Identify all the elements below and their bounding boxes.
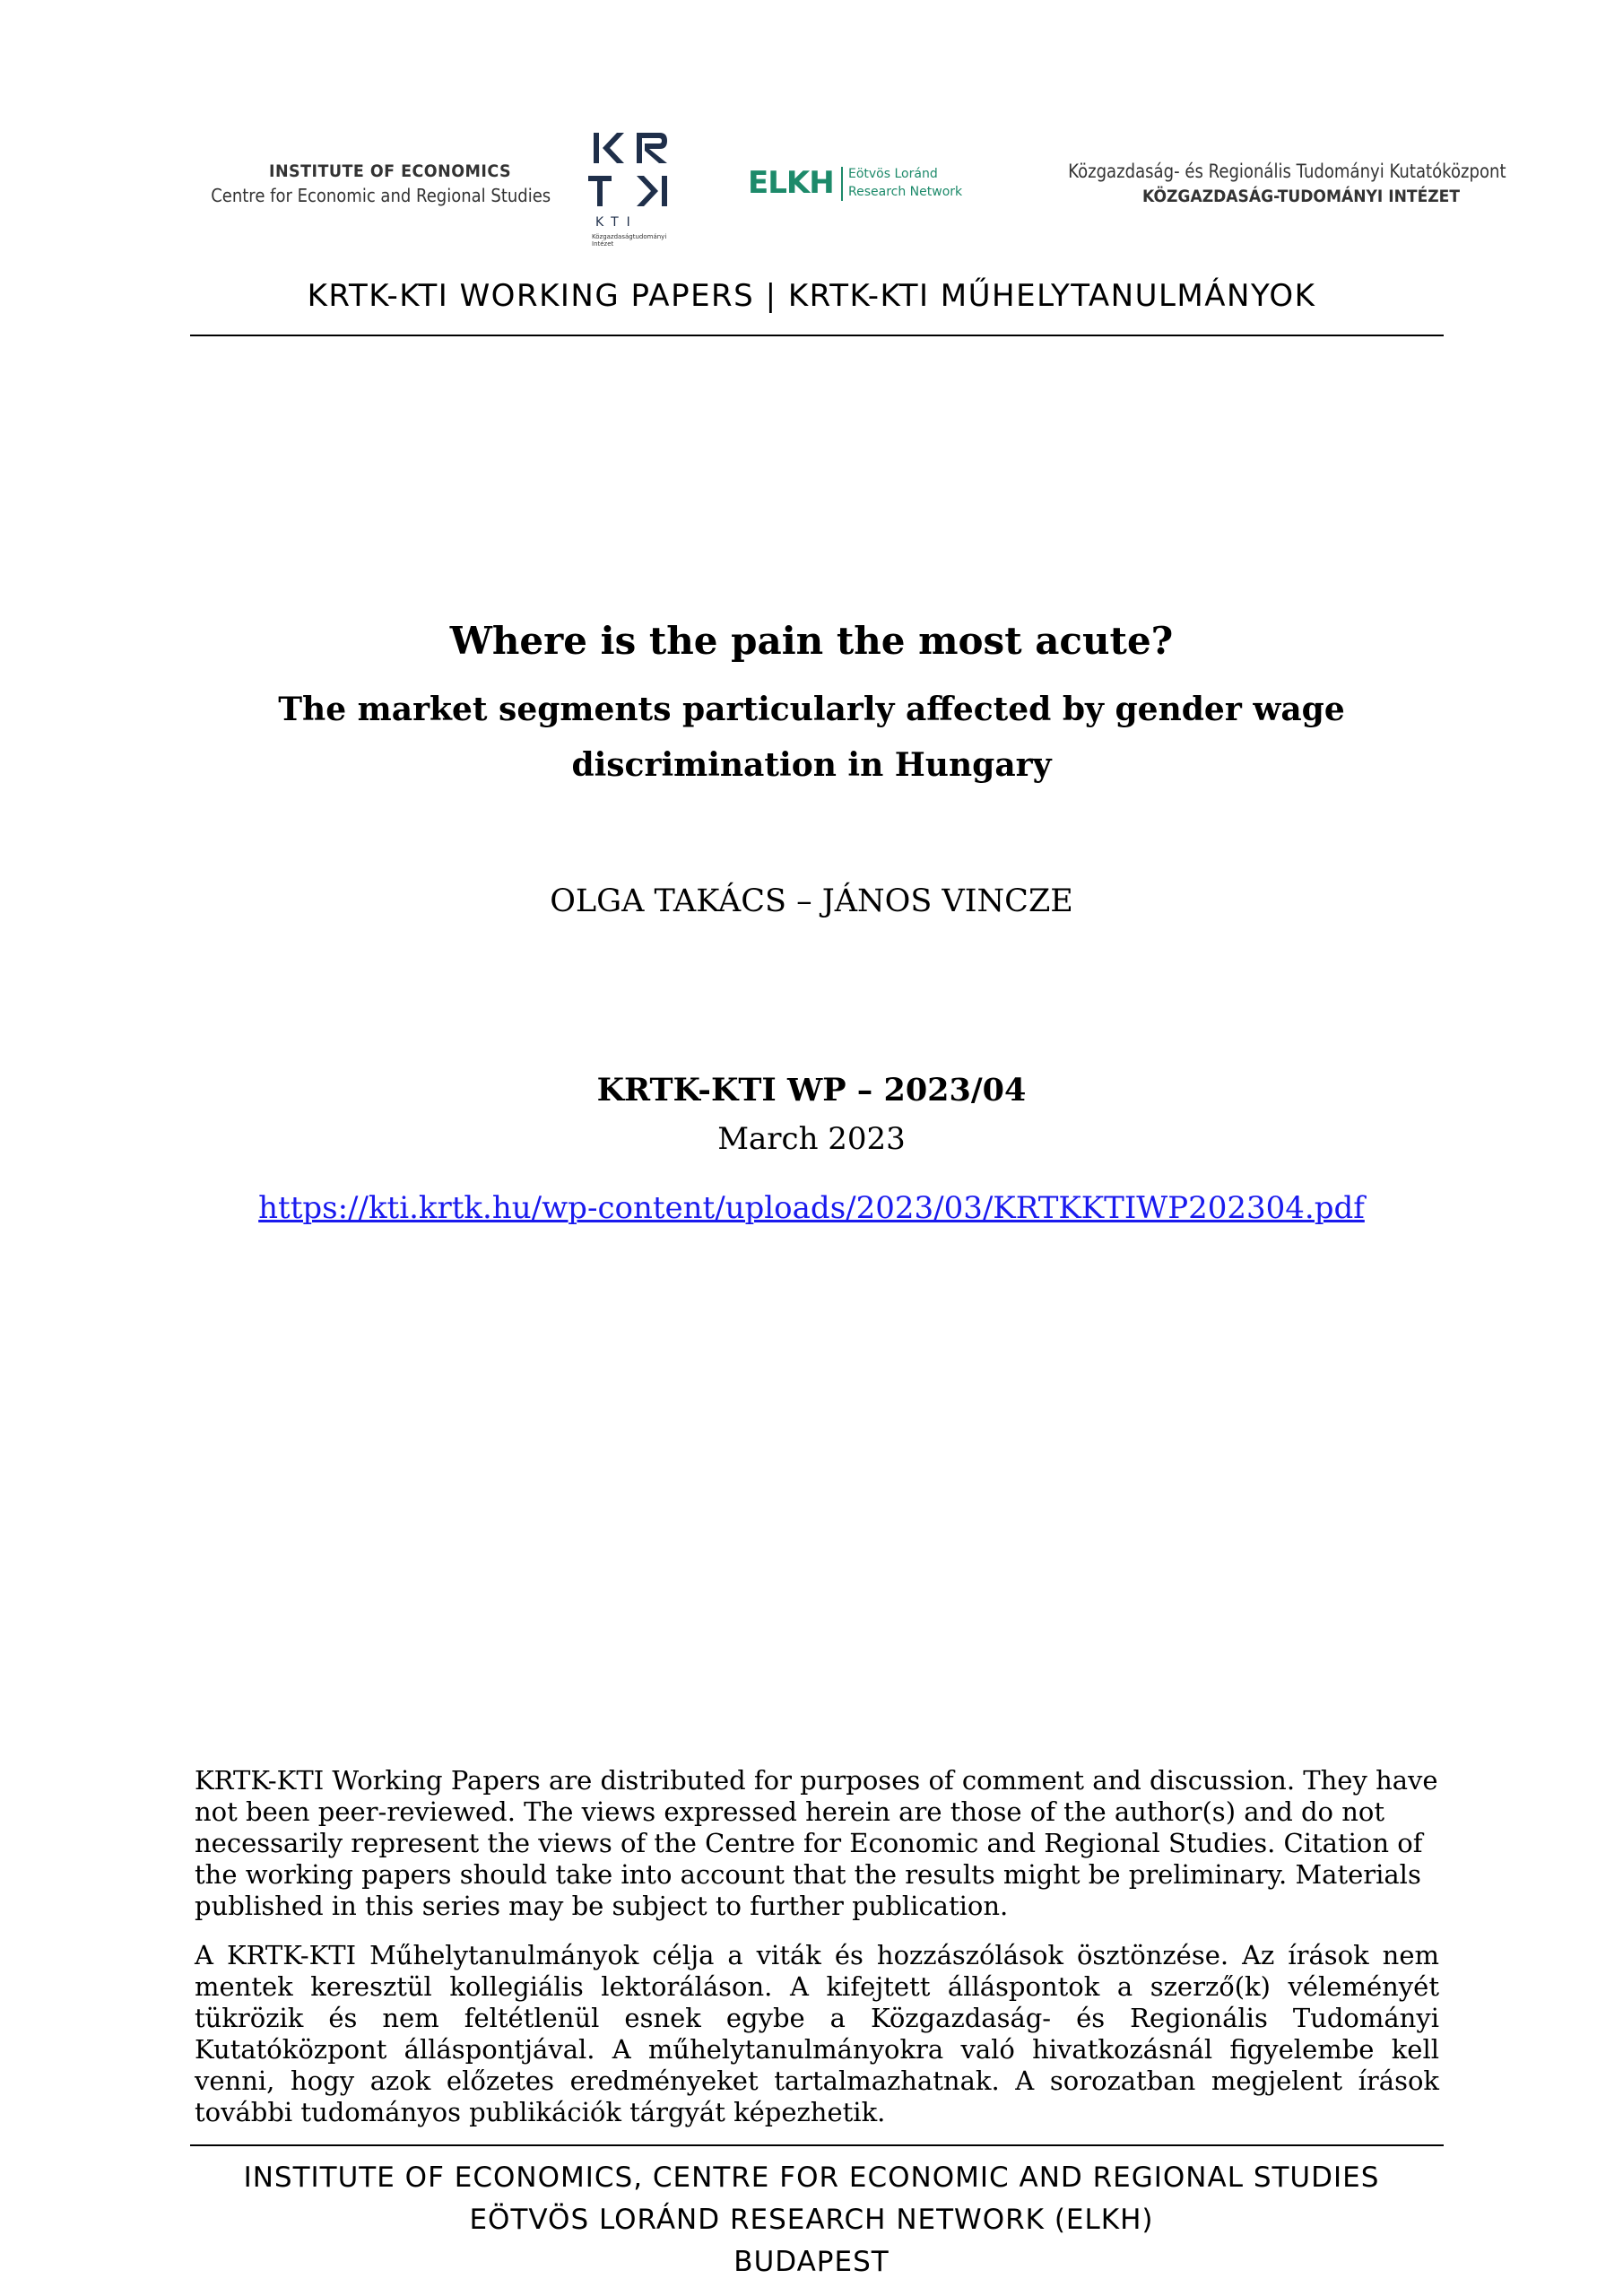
logo-header [0,117,1623,260]
kti-logo [1004,158,1506,208]
elkh-logo-line1: Eötvös Loránd [848,167,938,181]
elkh-logo-line2: Research Network [848,185,963,199]
paper-subtitle: The market segments particularly affected by gender wage discrimination in Hungary [278,691,1345,784]
paper-url-container [0,1190,1623,1226]
paper-url-link[interactable]: https://kti.krtk.hu/wp-content/uploads/2023/03/KRTKKTIWP202304.pdf [258,1190,1365,1226]
institute-logo-line2: Centre for Economic and Regional Studies [211,185,551,206]
footer-line3: BUDAPEST [733,2246,890,2278]
krtk-logo-sub: KTI [595,215,638,230]
krtk-logo-small-text: Közgazdaságtudományi Intézet [592,233,667,248]
paper-title: Where is the pain the most acute? [449,619,1174,663]
disclaimer-english: KRTK-KTI Working Papers are distributed for purposes of comment and discussion. They have not been peer-reviewed. The views expressed herein are those of the author(s) and do not necessarily represent the views of the Centre for Economic and Regional Studies. Citation of the working papers should take into account that the results might be preliminary. Materials published in this series may be subject to further publication. [195,1765,1438,1921]
elkh-logo-text [848,165,962,201]
elkh-logo-word: ELKH [748,165,834,201]
footer-line2: EÖTVÖS LORÁND RESEARCH NETWORK (ELKH) [469,2204,1154,2236]
paper-authors: OLGA TAKÁCS – JÁNOS VINCZE [550,883,1073,919]
footer-divider [190,2144,1444,2146]
elkh-logo-divider [841,167,843,201]
krtk-kti-logo-mark [585,126,683,233]
paper-number: KRTK-KTI WP – 2023/04 [596,1072,1027,1109]
disclaimer-hungarian: A KRTK-KTI Műhelytanulmányok célja a viták és hozzászólások ösztönzése. Az írások nem mentek keresztül kollegiális lektoráláson. A kifejtett álláspontok a szerző(k) véleményét tükrözik és nem feltétlenül esnek egybe a Közgazdaság- és Regionális Tudományi Kutatóközpont álláspontjával. A műhelytanulmányokra való hivatkozásnál figyelembe kell venni, hogy azok előzetes eredményeket tartalmazhatnak. A sorozatban megjelent írások további tudományos publikációk tárgyát képezhetik. [195,1940,1439,2127]
krtk-kti-logo [585,126,683,251]
kti-logo-line2: KÖZGAZDASÁG-TUDOMÁNYI INTÉZET [1142,187,1460,206]
series-heading: KRTK-KTI WORKING PAPERS | KRTK-KTI MŰHELYTANULMÁNYOK [307,278,1316,314]
institute-logo-line1: INSTITUTE OF ECONOMICS [269,161,511,181]
paper-date: March 2023 [717,1121,906,1157]
header-divider [190,335,1444,336]
institute-of-economics-logo [178,160,551,208]
kti-logo-line1: Közgazdaság- és Regionális Tudományi Kutatóközpont [1068,161,1506,182]
footer-line1: INSTITUTE OF ECONOMICS, CENTRE FOR ECONOMIC AND REGIONAL STUDIES [243,2161,1380,2194]
footer [0,2157,1623,2283]
